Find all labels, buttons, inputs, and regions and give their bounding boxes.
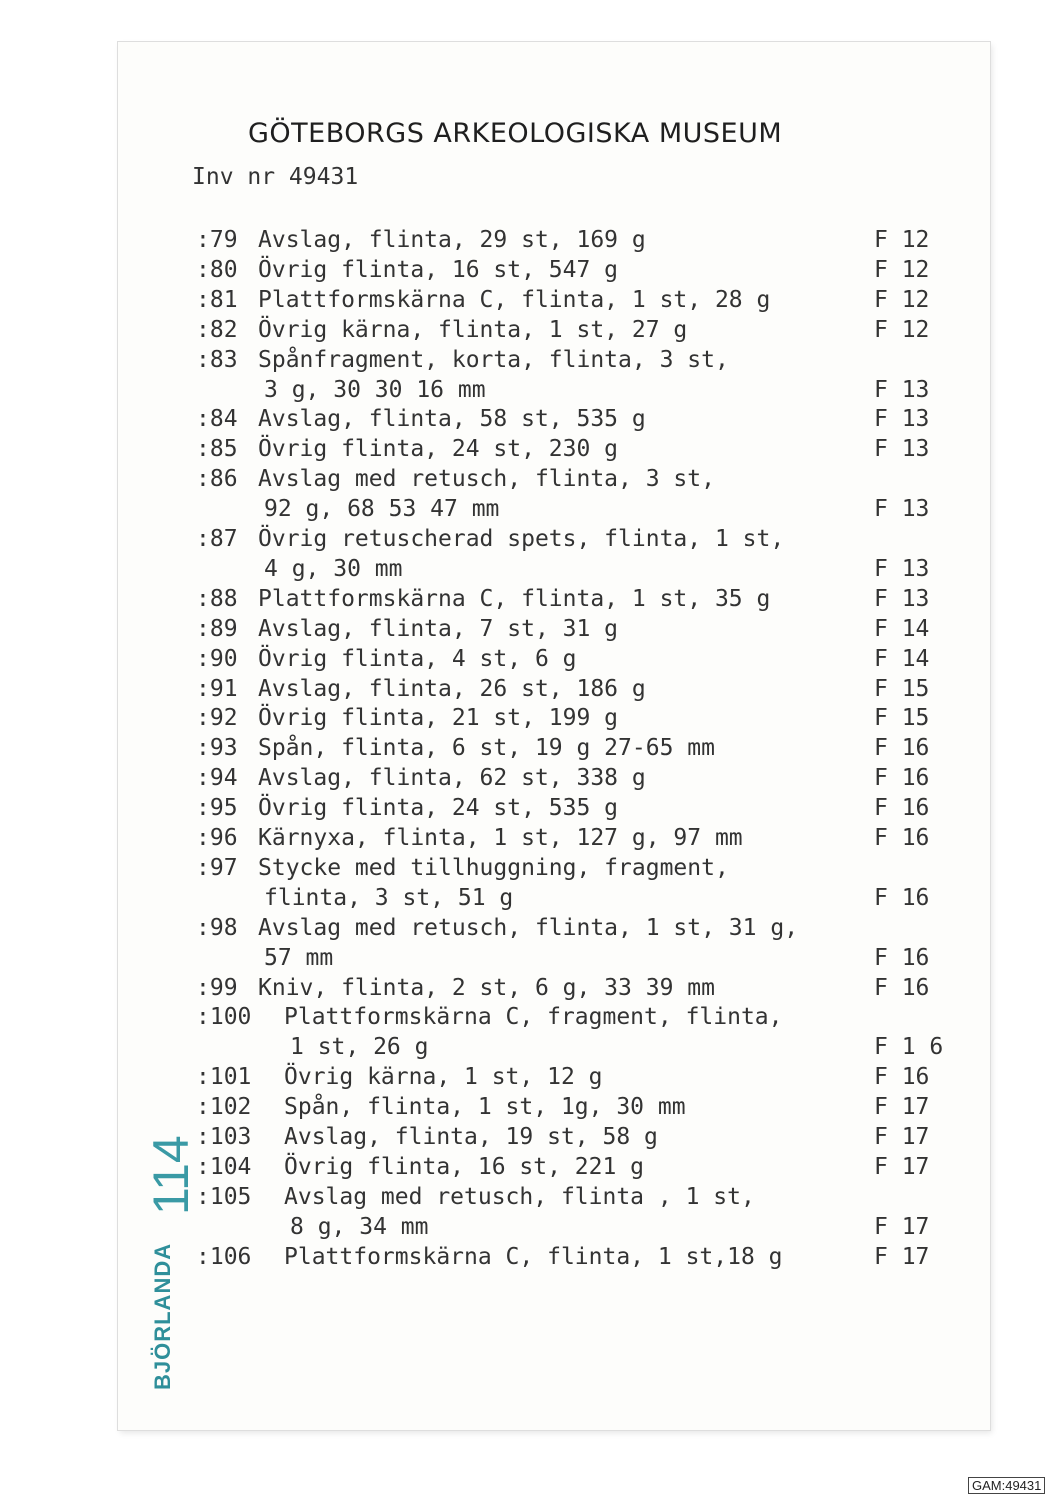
find-code: F 14 xyxy=(874,615,930,642)
find-code: F 12 xyxy=(874,256,930,283)
entry-number: :85 xyxy=(196,436,238,463)
entry-number: :106 xyxy=(196,1243,252,1270)
entry-description-continued: 92 g, 68 53 47 mm xyxy=(264,496,500,523)
find-code: F 13 xyxy=(874,555,930,582)
entry-number: :103 xyxy=(196,1124,252,1150)
find-code: F 13 xyxy=(874,376,930,403)
find-code: F 12 xyxy=(874,316,930,343)
entry-description: Spånfragment, korta, flinta, 3 st, xyxy=(258,346,729,373)
entry-number: :101 xyxy=(196,1064,252,1091)
entry-description: Plattformskärna C, flinta, 1 st, 35 g xyxy=(258,585,771,612)
entry-number: :89 xyxy=(196,615,238,642)
find-code: F 17 xyxy=(874,1094,930,1121)
find-code: F 17 xyxy=(874,1153,930,1180)
find-code: F 13 xyxy=(874,585,930,612)
entry-description-continued: 8 g, 34 mm xyxy=(290,1213,429,1240)
entry-description: Avslag, flinta, 58 st, 535 g xyxy=(258,406,646,433)
find-code: F 16 xyxy=(874,1064,930,1091)
entry-description: Avslag, flinta, 19 st, 58 g xyxy=(284,1124,658,1150)
entry-description-continued: 3 g, 30 30 16 mm xyxy=(264,376,486,403)
entry-number: :81 xyxy=(196,286,238,313)
find-code: F 13 xyxy=(874,496,930,523)
entry-description: Plattformskärna C, flinta, 1 st,18 g xyxy=(284,1243,783,1270)
entry-description: Avslag med retusch, flinta, 3 st, xyxy=(258,466,715,493)
find-code: F 12 xyxy=(874,227,930,253)
inventory-number: Inv nr 49431 xyxy=(192,164,359,190)
place-stamp: BJÖRLANDA xyxy=(150,1242,175,1390)
entry-number: :90 xyxy=(196,645,238,672)
find-code: F 14 xyxy=(874,645,930,672)
find-code: F 16 xyxy=(874,884,930,911)
find-code: F 1 6 xyxy=(874,1034,944,1061)
entry-description: Övrig retuscherad spets, flinta, 1 st, xyxy=(258,526,785,552)
find-code: F 15 xyxy=(874,675,930,702)
entry-number: :100 xyxy=(196,1004,252,1031)
entry-description: Spån, flinta, 1 st, 1g, 30 mm xyxy=(284,1094,686,1121)
entry-description: Stycke med tillhuggning, fragment, xyxy=(258,854,729,881)
entry-description: Övrig flinta, 16 st, 547 g xyxy=(258,256,619,283)
entry-description: Övrig flinta, 16 st, 221 g xyxy=(284,1153,645,1180)
entry-number: :87 xyxy=(196,526,238,552)
find-code: F 12 xyxy=(874,286,930,313)
entry-description: Avslag, flinta, 62 st, 338 g xyxy=(258,765,646,792)
handwritten-number: 114 xyxy=(143,1135,199,1215)
entry-description: Avslag med retusch, flinta , 1 st, xyxy=(284,1183,755,1210)
find-code: F 17 xyxy=(874,1243,930,1270)
entry-description-continued: 1 st, 26 g xyxy=(290,1034,429,1061)
entry-number: :80 xyxy=(196,256,238,283)
entry-description: Avslag, flinta, 29 st, 169 g xyxy=(258,227,646,253)
entry-number: :83 xyxy=(196,346,238,373)
find-code: F 16 xyxy=(874,974,930,1001)
find-code: F 16 xyxy=(874,795,930,822)
find-code: F 16 xyxy=(874,825,930,851)
entry-description: Plattformskärna C, fragment, flinta, xyxy=(284,1004,783,1031)
entry-number: :99 xyxy=(196,974,238,1001)
entry-number: :98 xyxy=(196,914,238,941)
find-code: F 17 xyxy=(874,1213,930,1240)
scan-id-label: GAM:49431 xyxy=(968,1477,1045,1494)
entry-description: Plattformskärna C, flinta, 1 st, 28 g xyxy=(258,286,771,313)
entry-number: :105 xyxy=(196,1183,252,1210)
entry-description: Avslag med retusch, flinta, 1 st, 31 g, xyxy=(258,914,799,941)
entry-number: :94 xyxy=(196,765,238,792)
entry-description: Kärnyxa, flinta, 1 st, 127 g, 97 mm xyxy=(258,825,743,851)
entry-number: :95 xyxy=(196,795,238,822)
entry-number: :82 xyxy=(196,316,238,343)
entry-description: Övrig flinta, 24 st, 230 g xyxy=(258,436,619,463)
entry-description: Övrig kärna, flinta, 1 st, 27 g xyxy=(258,316,688,343)
entry-number: :91 xyxy=(196,675,238,702)
entry-number: :96 xyxy=(196,825,238,851)
find-code: F 16 xyxy=(874,944,930,971)
entry-number: :97 xyxy=(196,854,238,881)
entry-number: :104 xyxy=(196,1153,252,1180)
entry-description-continued: 4 g, 30 mm xyxy=(264,555,403,582)
entry-description: Övrig kärna, 1 st, 12 g xyxy=(284,1064,603,1091)
museum-title: GÖTEBORGS ARKEOLOGISKA MUSEUM xyxy=(248,118,783,149)
entry-number: :86 xyxy=(196,466,238,493)
find-code: F 13 xyxy=(874,436,930,463)
find-code: F 15 xyxy=(874,705,930,732)
find-code: F 16 xyxy=(874,765,930,792)
entry-number: :102 xyxy=(196,1094,252,1121)
entry-number: :79 xyxy=(196,227,238,253)
find-code: F 16 xyxy=(874,735,930,762)
entry-description: Avslag, flinta, 7 st, 31 g xyxy=(258,615,619,642)
find-code: F 17 xyxy=(874,1124,930,1150)
entry-description: Kniv, flinta, 2 st, 6 g, 33 39 mm xyxy=(258,974,715,1001)
entry-number: :88 xyxy=(196,585,238,612)
entry-description-continued: flinta, 3 st, 51 g xyxy=(264,884,514,911)
entry-description: Spån, flinta, 6 st, 19 g 27-65 mm xyxy=(258,735,715,762)
entry-number: :93 xyxy=(196,735,238,762)
entry-number: :92 xyxy=(196,705,238,732)
entry-description: Övrig flinta, 21 st, 199 g xyxy=(258,705,619,732)
entry-description: Avslag, flinta, 26 st, 186 g xyxy=(258,675,646,702)
entry-description-continued: 57 mm xyxy=(264,944,334,971)
entry-number: :84 xyxy=(196,406,238,433)
entry-description: Övrig flinta, 24 st, 535 g xyxy=(258,795,619,822)
find-code: F 13 xyxy=(874,406,930,433)
entry-description: Övrig flinta, 4 st, 6 g xyxy=(258,645,577,672)
